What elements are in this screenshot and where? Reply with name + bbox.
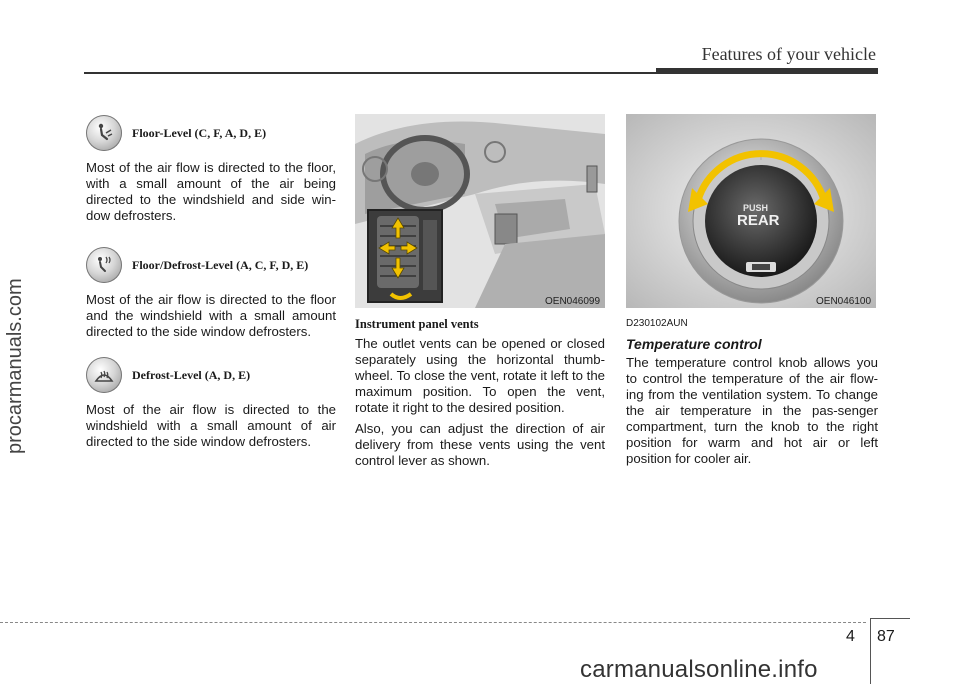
footer-dashed-rule xyxy=(0,622,866,623)
section-heading: Temperature control xyxy=(626,336,762,352)
instrument-panel-photo xyxy=(355,114,605,308)
floor-defrost-mode xyxy=(86,247,308,283)
paragraph: Also, you can adjust the direction of air delivery from these vents using the vent control lever as shown. xyxy=(355,421,605,468)
chapter-number: 4 xyxy=(846,628,855,645)
image-code: OEN046099 xyxy=(545,296,601,307)
mode-description: Most of the air flow is directed to the floor and the windshield with a small amount directed to the side window defrosters. xyxy=(86,292,336,339)
knob-push-label: PUSH xyxy=(743,203,769,213)
header-rule xyxy=(84,72,656,74)
mode-label: Defrost-Level (A, D, E) xyxy=(132,367,251,382)
floor-defrost-icon xyxy=(86,247,122,283)
section-title: Features of your vehicle xyxy=(701,44,876,64)
footer-divider xyxy=(870,618,871,684)
paragraph: The outlet vents can be opened or closed separately using the horizontal thumb-wheel. To close the vent, rotate it left to the maximum position. To open the vent, rotate it right to the desired position. xyxy=(355,336,605,415)
mode-description: Most of the air flow is directed to the floor, with a small amount of the air being directed to the windshield and side win-dow defrosters. xyxy=(86,160,336,223)
section-heading: Instrument panel vents xyxy=(355,317,479,331)
mode-label: Floor-Level (C, F, A, D, E) xyxy=(132,125,267,140)
header-rule-accent xyxy=(656,68,878,74)
footer-divider xyxy=(870,618,910,619)
image-code: OEN046100 xyxy=(816,296,872,307)
mode-description: Most of the air flow is directed to the windshield with a small amount of air directed to the side window defrosters. xyxy=(86,402,336,449)
paragraph: The temperature control knob allows you to control the temperature of the air flow-ing from the ventilation system. To change the air temperature in the pas-senger compartment, turn the knob to the right position for warm and hot air or left position for cooler air. xyxy=(626,355,878,466)
defrost-mode xyxy=(86,357,250,393)
mode-label: Floor/Defrost-Level (A, C, F, D, E) xyxy=(132,257,309,272)
reference-code: D230102AUN xyxy=(626,318,688,329)
bottom-watermark: carmanualsonline.info xyxy=(580,656,818,683)
floor-vent-icon xyxy=(86,115,122,151)
temperature-knob-photo xyxy=(626,114,876,308)
floor-level-mode xyxy=(86,115,266,151)
defrost-icon xyxy=(86,357,122,393)
knob-rear-label: REAR xyxy=(737,212,780,229)
page-number: 87 xyxy=(877,628,895,645)
